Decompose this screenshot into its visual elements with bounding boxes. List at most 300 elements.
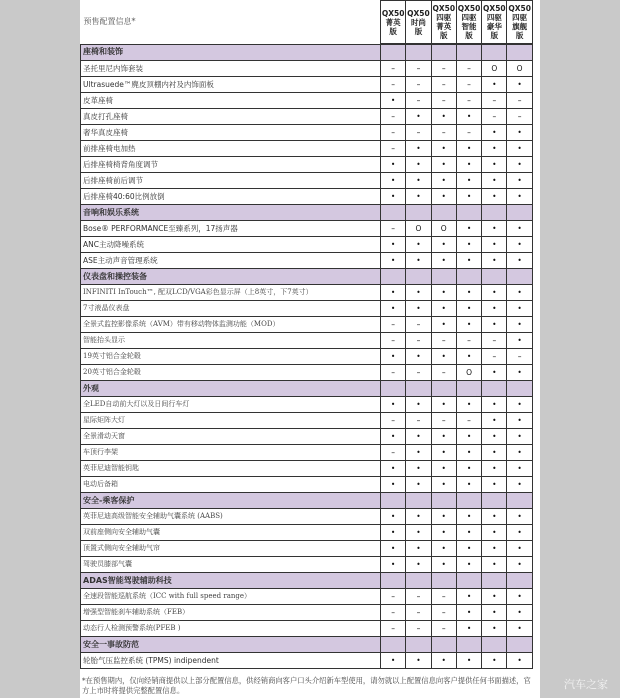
feature-availability: – [507,349,532,365]
feature-availability: O [456,365,481,381]
feature-availability: • [482,221,507,237]
feature-name: 动态行人检测预警系统(PFEB ) [81,621,381,637]
feature-availability: • [507,605,532,621]
feature-availability: • [507,333,532,349]
feature-availability: • [482,605,507,621]
feature-availability: – [381,61,406,77]
feature-name: 智能抬头显示 [81,333,381,349]
feature-availability: • [482,621,507,637]
feature-name: 后排座椅40:60比例放倒 [81,189,381,205]
section-cell [431,637,456,653]
feature-availability: • [482,397,507,413]
feature-name: 英菲尼迪高级智能安全辅助气囊系统 (AABS) [81,509,381,525]
feature-availability: • [482,285,507,301]
feature-name: 增强型智能刹车辅助系统（FEB） [81,605,381,621]
feature-name: 真皮打孔座椅 [81,109,381,125]
feature-availability: – [381,317,406,333]
section-title: 安全一事故防范 [81,637,381,653]
feature-availability: • [482,237,507,253]
feature-availability: – [381,589,406,605]
feature-availability: • [456,221,481,237]
feature-availability: • [456,605,481,621]
feature-availability: – [507,93,532,109]
table-row [81,445,533,461]
model-col-2: QX50 时尚 版 [406,1,431,45]
feature-availability: – [381,621,406,637]
table-row [81,221,533,237]
feature-availability: – [381,333,406,349]
feature-availability: • [431,141,456,157]
model-col-3: QX50 四驱 菁英 版 [431,1,456,45]
feature-availability: • [482,317,507,333]
section-cell [456,493,481,509]
feature-availability: • [507,653,532,669]
feature-availability: – [431,333,456,349]
section-header [81,573,533,589]
section-header [81,44,533,61]
table-row [81,301,533,317]
table-row [81,397,533,413]
table-row [81,557,533,573]
table-row [81,109,533,125]
feature-availability: – [431,413,456,429]
feature-availability: • [406,253,431,269]
feature-availability: • [456,445,481,461]
table-row [81,285,533,301]
feature-availability: • [507,477,532,493]
section-cell [431,269,456,285]
section-cell [406,493,431,509]
feature-availability: – [381,221,406,237]
feature-availability: • [507,157,532,173]
feature-availability: • [431,461,456,477]
feature-availability: • [507,589,532,605]
feature-availability: • [431,189,456,205]
section-cell [381,381,406,397]
feature-availability: • [507,125,532,141]
feature-availability: • [406,461,431,477]
section-header [81,381,533,397]
feature-availability: – [406,93,431,109]
feature-availability: • [456,285,481,301]
feature-availability: • [381,93,406,109]
feature-availability: • [406,285,431,301]
feature-availability: – [406,605,431,621]
feature-availability: • [381,477,406,493]
section-cell [456,381,481,397]
feature-name: ANC主动降噪系统 [81,237,381,253]
table-row [81,61,533,77]
feature-availability: • [431,653,456,669]
feature-availability: • [482,461,507,477]
feature-availability: – [406,413,431,429]
feature-availability: • [456,509,481,525]
section-cell [507,637,532,653]
feature-availability: • [381,173,406,189]
section-cell [507,205,532,221]
spec-document [80,0,540,698]
feature-availability: – [482,349,507,365]
feature-availability: • [406,237,431,253]
table-row [81,141,533,157]
table-row [81,589,533,605]
feature-availability: • [456,301,481,317]
table-row [81,365,533,381]
feature-name: ASE主动声音管理系统 [81,253,381,269]
feature-availability: • [482,653,507,669]
feature-availability: • [456,109,481,125]
feature-availability: • [406,301,431,317]
feature-availability: • [507,557,532,573]
section-cell [507,493,532,509]
table-row [81,429,533,445]
feature-availability: • [431,525,456,541]
feature-availability: • [507,397,532,413]
feature-availability: • [456,477,481,493]
feature-name: 后排座椅椅背角度调节 [81,157,381,173]
section-cell [406,205,431,221]
feature-availability: • [507,509,532,525]
table-row [81,621,533,637]
section-cell [456,269,481,285]
feature-availability: – [456,333,481,349]
feature-availability: • [456,461,481,477]
feature-name: Bose® PERFORMANCE至臻系列，17扬声器 [81,221,381,237]
feature-availability: • [431,445,456,461]
section-title: 安全-乘客保护 [81,493,381,509]
section-cell [381,493,406,509]
table-row [81,477,533,493]
feature-availability: • [507,189,532,205]
section-cell [507,44,532,61]
feature-availability: • [381,557,406,573]
feature-availability: • [406,525,431,541]
feature-availability: • [482,509,507,525]
feature-availability: – [381,77,406,93]
feature-availability: • [431,237,456,253]
feature-availability: – [381,125,406,141]
feature-availability: • [482,541,507,557]
table-row [81,349,533,365]
section-cell [482,637,507,653]
feature-availability: • [456,141,481,157]
table-row [81,605,533,621]
feature-availability: • [507,525,532,541]
feature-availability: • [482,173,507,189]
feature-availability: • [482,445,507,461]
table-row [81,333,533,349]
feature-availability: • [482,365,507,381]
feature-availability: • [507,445,532,461]
feature-availability: • [431,109,456,125]
feature-availability: • [406,429,431,445]
feature-availability: • [507,237,532,253]
feature-availability: • [381,285,406,301]
model-col-4: QX50 四驱 智能 版 [456,1,481,45]
presale-config-label: 预售配置信息* [83,17,136,26]
table-row [81,125,533,141]
feature-availability: • [406,349,431,365]
feature-availability: • [456,349,481,365]
section-cell [456,637,481,653]
feature-availability: – [431,77,456,93]
feature-availability: – [381,445,406,461]
feature-availability: • [381,397,406,413]
feature-availability: – [456,61,481,77]
feature-availability: – [431,621,456,637]
feature-availability: • [431,317,456,333]
feature-availability: • [507,173,532,189]
feature-availability: • [381,429,406,445]
feature-availability: • [507,141,532,157]
feature-availability: • [507,77,532,93]
feature-name: 顶置式侧向安全辅助气帘 [81,541,381,557]
feature-availability: • [507,413,532,429]
spec-body [81,44,533,669]
feature-availability: • [381,349,406,365]
feature-availability: • [507,621,532,637]
feature-availability: • [507,541,532,557]
table-row [81,525,533,541]
feature-availability: • [456,653,481,669]
feature-availability: • [431,557,456,573]
model-col-5: QX50 四驱 豪华 版 [482,1,507,45]
table-row [81,253,533,269]
feature-name: 7寸液晶仪表盘 [81,301,381,317]
feature-availability: – [406,77,431,93]
feature-availability: – [482,333,507,349]
section-title: 仪表盘和操控装备 [81,269,381,285]
section-cell [431,573,456,589]
feature-availability: • [431,397,456,413]
feature-availability: • [381,189,406,205]
feature-availability: • [431,285,456,301]
table-row [81,173,533,189]
feature-availability: • [431,429,456,445]
feature-availability: • [381,237,406,253]
footnote: *在预售期内，仅向经销商提供以上部分配置信息，供经销商向客户口头介绍新车型使用，请勿就以上配置信息向客户提供任何书面描述，官方上市时将提供完整配置信息。 [82,676,531,695]
feature-availability: • [406,173,431,189]
feature-availability: • [482,477,507,493]
section-title: 音响和娱乐系统 [81,205,381,221]
section-cell [507,269,532,285]
section-header [81,205,533,221]
section-cell [381,44,406,61]
feature-name: 20英寸铝合金轮毂 [81,365,381,381]
feature-availability: – [431,93,456,109]
model-col-6: QX50 四驱 旗舰 版 [507,1,532,45]
feature-availability: • [431,301,456,317]
section-cell [482,205,507,221]
feature-name: 轮胎气压监控系统 (TPMS) indipendent [81,653,381,669]
watermark: 汽车之家 [564,678,608,691]
feature-name: 双前座侧向安全辅助气囊 [81,525,381,541]
feature-name: 圣托里尼内饰套装 [81,61,381,77]
section-cell [456,44,481,61]
feature-availability: – [431,61,456,77]
table-row [81,413,533,429]
table-row [81,77,533,93]
feature-availability: • [381,541,406,557]
feature-availability: • [381,525,406,541]
section-cell [406,573,431,589]
section-title: 外观 [81,381,381,397]
feature-availability: – [482,109,507,125]
section-cell [507,573,532,589]
table-row [81,237,533,253]
feature-availability: • [406,397,431,413]
feature-availability: • [482,141,507,157]
feature-availability: • [482,125,507,141]
feature-availability: • [456,317,481,333]
section-cell [406,269,431,285]
feature-availability: O [482,61,507,77]
feature-availability: • [456,621,481,637]
feature-name: 19英寸铝合金轮毂 [81,349,381,365]
feature-name: 星际矩阵大灯 [81,413,381,429]
feature-name: 全速段智能巡航系统（ICC with full speed range） [81,589,381,605]
section-header [81,637,533,653]
section-title: ADAS智能驾驶辅助科技 [81,573,381,589]
feature-availability: – [406,333,431,349]
section-cell [507,381,532,397]
feature-availability: – [381,141,406,157]
feature-name: Ultrasuede™麂皮顶棚内衬及内饰面板 [81,77,381,93]
feature-name: 皮革座椅 [81,93,381,109]
feature-availability: – [406,365,431,381]
feature-availability: – [431,365,456,381]
feature-availability: • [406,189,431,205]
feature-availability: • [507,365,532,381]
feature-availability: – [456,77,481,93]
section-cell [482,381,507,397]
feature-name: 英菲尼迪智能钥匙 [81,461,381,477]
feature-availability: O [507,61,532,77]
feature-availability: • [406,557,431,573]
section-cell [381,573,406,589]
feature-availability: • [406,653,431,669]
feature-availability: • [456,589,481,605]
table-row [81,189,533,205]
section-cell [406,44,431,61]
feature-availability: • [431,157,456,173]
feature-availability: • [482,557,507,573]
feature-availability: • [507,317,532,333]
section-header [81,493,533,509]
table-row [81,93,533,109]
table-row [81,509,533,525]
feature-availability: • [381,301,406,317]
section-cell [406,637,431,653]
feature-name: 奢华真皮座椅 [81,125,381,141]
table-row [81,157,533,173]
table-row [81,653,533,669]
feature-availability: – [507,109,532,125]
feature-availability: • [431,477,456,493]
feature-availability: O [406,221,431,237]
feature-name: INFINITI InTouch™, 配双LCD/VGA彩色显示屏（上8英寸，下7英寸） [81,285,381,301]
feature-availability: – [431,125,456,141]
section-cell [456,205,481,221]
feature-availability: – [456,93,481,109]
table-row [81,317,533,333]
feature-availability: • [507,221,532,237]
feature-name: 全景式监控影像系统（AVM）带有移动物体监测功能（MOD） [81,317,381,333]
feature-availability: • [507,429,532,445]
section-title: 座椅和装饰 [81,44,381,61]
feature-availability: • [482,77,507,93]
feature-availability: • [406,157,431,173]
feature-availability: • [456,253,481,269]
feature-availability: • [381,157,406,173]
section-cell [456,573,481,589]
section-cell [381,205,406,221]
feature-availability: • [406,445,431,461]
feature-name: 车顶行李架 [81,445,381,461]
feature-availability: O [431,221,456,237]
feature-name: 全景滑动天窗 [81,429,381,445]
feature-availability: • [456,525,481,541]
section-cell [431,493,456,509]
feature-availability: – [381,365,406,381]
feature-availability: • [482,589,507,605]
feature-availability: – [406,621,431,637]
feature-name: 全LED自动前大灯以及日间行车灯 [81,397,381,413]
feature-availability: – [406,317,431,333]
feature-availability: • [456,397,481,413]
spec-table [80,0,533,669]
section-cell [406,381,431,397]
feature-availability: • [456,173,481,189]
feature-availability: • [406,541,431,557]
feature-availability: • [482,157,507,173]
feature-availability: • [456,557,481,573]
table-row [81,541,533,557]
section-cell [482,573,507,589]
feature-availability: • [406,509,431,525]
feature-availability: • [456,237,481,253]
feature-availability: • [381,461,406,477]
feature-name: 电动后备箱 [81,477,381,493]
section-cell [482,493,507,509]
feature-availability: • [482,525,507,541]
feature-availability: • [381,253,406,269]
model-col-1: QX50 菁英 版 [381,1,406,45]
section-cell [431,381,456,397]
feature-availability: • [482,189,507,205]
feature-availability: • [406,109,431,125]
feature-availability: • [482,429,507,445]
feature-availability: • [381,653,406,669]
feature-availability: • [431,349,456,365]
section-cell [381,637,406,653]
table-row [81,461,533,477]
feature-availability: – [406,61,431,77]
feature-availability: • [507,461,532,477]
feature-availability: – [431,605,456,621]
feature-name: 前排座椅电加热 [81,141,381,157]
feature-availability: • [507,253,532,269]
feature-availability: • [406,141,431,157]
feature-availability: – [431,589,456,605]
feature-name: 驾驶员膝部气囊 [81,557,381,573]
feature-availability: • [406,477,431,493]
feature-availability: – [482,93,507,109]
feature-availability: • [507,301,532,317]
section-cell [431,205,456,221]
feature-availability: – [456,125,481,141]
section-cell [381,269,406,285]
